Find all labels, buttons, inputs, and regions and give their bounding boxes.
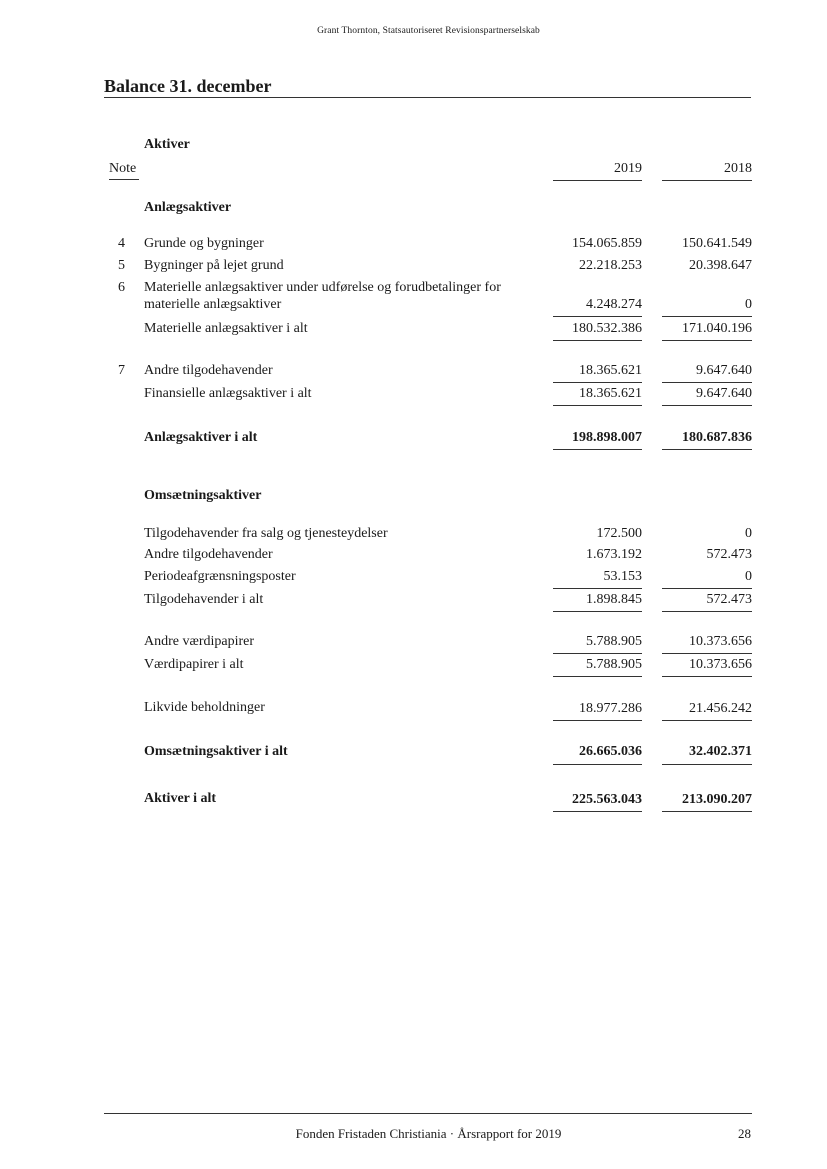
total-rule	[662, 611, 752, 612]
value-2018: 10.373.656	[689, 657, 752, 672]
note-ref: 6	[118, 280, 125, 295]
subtotal-rule	[553, 316, 642, 317]
note-ref: 7	[118, 363, 125, 378]
value-2018-grand-total: 213.090.207	[682, 792, 752, 807]
year-header-2018: 2018	[724, 161, 752, 176]
total-rule	[553, 611, 642, 612]
grand-total-rule	[662, 811, 752, 812]
group-heading-omsaetningsaktiver: Omsætningsaktiver	[144, 488, 262, 503]
total-rule	[662, 340, 752, 341]
value-2018: 0	[745, 526, 752, 541]
subtotal-rule	[553, 382, 642, 383]
value-2018: 572.473	[706, 547, 752, 562]
value-2019-grand-total: 225.563.043	[572, 792, 642, 807]
grand-total-rule	[553, 811, 642, 812]
value-2018: 20.398.647	[689, 258, 752, 273]
value-2019: 4.248.274	[586, 297, 642, 312]
total-rule	[553, 720, 642, 721]
row-label: Grunde og bygninger	[144, 236, 264, 251]
subtotal-rule	[662, 382, 752, 383]
row-label: Andre værdipapirer	[144, 634, 255, 649]
total-rule	[553, 676, 642, 677]
row-label: Andre tilgodehavender	[144, 547, 273, 562]
note-column-header: Note	[109, 161, 137, 176]
row-label: Tilgodehavender i alt	[144, 592, 264, 607]
value-2019: 18.977.286	[579, 701, 642, 716]
value-2019: 1.673.192	[586, 547, 642, 562]
value-2019-total: 198.898.007	[572, 430, 642, 445]
total-rule	[553, 340, 642, 341]
value-2019: 22.218.253	[579, 258, 642, 273]
section-heading-aktiver: Aktiver	[144, 137, 190, 152]
subtotal-rule	[662, 588, 752, 589]
value-2018-total: 32.402.371	[689, 744, 752, 759]
group-heading-anlaegsaktiver: Anlægsaktiver	[144, 200, 232, 215]
year-underline-2019	[553, 180, 642, 181]
total-rule	[662, 676, 752, 677]
grand-total-rule	[662, 764, 752, 765]
footer-rule	[104, 1113, 752, 1114]
row-label: Likvide beholdninger	[144, 700, 265, 715]
value-2019-total: 26.665.036	[579, 744, 642, 759]
row-label: Bygninger på lejet grund	[144, 258, 284, 273]
row-label-grand-total: Aktiver i alt	[144, 791, 217, 806]
subtotal-rule	[662, 316, 752, 317]
row-label-continued: materielle anlægsaktiver	[144, 297, 282, 312]
note-ref: 4	[118, 236, 125, 251]
value-2019: 53.153	[603, 569, 642, 584]
row-label: Andre tilgodehavender	[144, 363, 273, 378]
value-2018: 9.647.640	[696, 363, 752, 378]
grand-total-rule	[553, 764, 642, 765]
row-label: Materielle anlægsaktiver under udførelse og forudbetalinger for	[144, 280, 501, 295]
grand-total-rule	[553, 449, 642, 450]
value-2018: 9.647.640	[696, 386, 752, 401]
grand-total-rule	[662, 449, 752, 450]
note-ref: 5	[118, 258, 125, 273]
total-rule	[662, 405, 752, 406]
subtotal-rule	[553, 653, 642, 654]
value-2018: 0	[745, 569, 752, 584]
value-2018: 0	[745, 297, 752, 312]
document-header: Grant Thornton, Statsautoriseret Revisionspartnerselskab	[317, 26, 540, 36]
value-2018: 171.040.196	[682, 321, 752, 336]
title-rule	[104, 97, 751, 98]
value-2019: 18.365.621	[579, 386, 642, 401]
page-number: 28	[738, 1126, 751, 1141]
page-title: Balance 31. december	[104, 76, 272, 96]
value-2019: 154.065.859	[572, 236, 642, 251]
total-rule	[662, 720, 752, 721]
value-2019: 180.532.386	[572, 321, 642, 336]
value-2019: 172.500	[596, 526, 642, 541]
row-label-total: Anlægsaktiver i alt	[144, 430, 258, 445]
document-footer: Fonden Fristaden Christiania · Årsrapport for 2019	[295, 1126, 562, 1141]
row-label: Periodeafgrænsningsposter	[144, 569, 296, 584]
value-2019: 1.898.845	[586, 592, 642, 607]
year-underline-2018	[662, 180, 752, 181]
row-label: Tilgodehavender fra salg og tjenesteydelser	[144, 526, 388, 541]
note-underline	[109, 179, 139, 180]
row-label-total: Omsætningsaktiver i alt	[144, 744, 288, 759]
subtotal-rule	[553, 588, 642, 589]
value-2018: 10.373.656	[689, 634, 752, 649]
subtotal-rule	[662, 653, 752, 654]
value-2018: 21.456.242	[689, 701, 752, 716]
value-2019: 5.788.905	[586, 634, 642, 649]
value-2019: 18.365.621	[579, 363, 642, 378]
row-label: Værdipapirer i alt	[144, 657, 244, 672]
value-2018: 150.641.549	[682, 236, 752, 251]
value-2018-total: 180.687.836	[682, 430, 752, 445]
value-2018: 572.473	[706, 592, 752, 607]
value-2019: 5.788.905	[586, 657, 642, 672]
row-label: Finansielle anlægsaktiver i alt	[144, 386, 312, 401]
year-header-2019: 2019	[614, 161, 642, 176]
row-label: Materielle anlægsaktiver i alt	[144, 321, 308, 336]
total-rule	[553, 405, 642, 406]
